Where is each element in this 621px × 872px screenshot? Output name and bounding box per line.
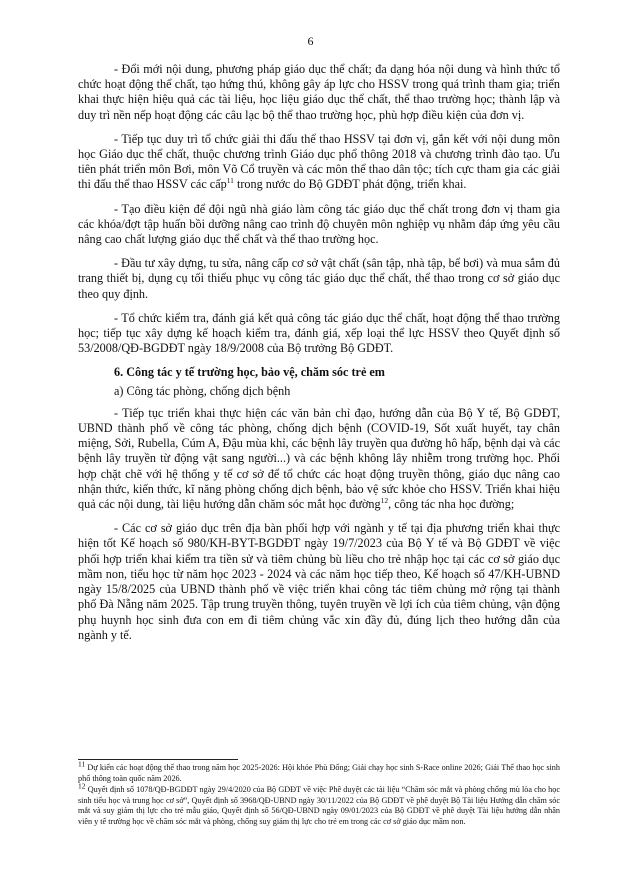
footnotes [78, 759, 560, 829]
footnote-ref-11[interactable]: 11 [226, 176, 234, 186]
paragraph-teacher-training: - Tạo điều kiện để đội ngũ nhà giáo làm công tác giáo dục thể chất trong đơn vị tham gia các khóa/đợt tập huấn bồi dưỡng nâng cao trình độ chuyên môn nghiệp vụ nhằm đáp ứng yêu cầu nâng cao chất lượng giáo dục thể chất và thể thao trường học. [78, 201, 560, 247]
subsection-heading: a) Công tác phòng, chống dịch bệnh [114, 383, 291, 398]
paragraph-text: , công tác nha học đường; [388, 497, 515, 512]
footnote-number: 11 [78, 759, 86, 769]
footnote-text: Dự kiến các hoạt động thể thao trong năm học 2025-2026: Hội khỏe Phù Đổng; Giải chạy học sinh S-Race online 2026; Giải Thể thao học sinh phổ thông toàn quốc năm 2026. [78, 763, 560, 783]
paragraph-sport-competitions [78, 132, 560, 193]
footnote-divider [78, 759, 238, 760]
paragraph-text: - Tiếp tục triển khai thực hiện các văn bản chỉ đạo, hướng dẫn của Bộ Y tế, Bộ GDĐT, UBND thành phố về công tác phòng, chống dịch bệnh (COVID-19, Sốt xuất huyết, tay chân miệng, Sởi, Rubella, Cúm A, Đậu mùa khỉ, các bệnh lây truyền qua đường hô hấp, bệnh dại và các bệnh lây truyền từ động vật sang người...) và các bệnh không lây nhiễm trong trường học. Phối hợp chặt chẽ với hệ thống y tế cơ sở để tổ chức các hoạt động truyền thông, giáo dục nâng cao nhận thức, kiến thức, kĩ năng phòng chống dịch bệnh, bảo vệ sức khỏe cho HSSV. Triển khai hiệu quả các nội dung, tài liệu hướng dẫn chăm sóc mắt học đường [78, 405, 560, 512]
footnote-number: 12 [78, 781, 86, 791]
paragraph-vaccination: - Các cơ sở giáo dục trên địa bàn phối hợp với ngành y tế tại địa phương triển khai thực hiện tốt Kế hoạch số 980/KH-BYT-BGDĐT ngày 19/7/2023 của Bộ Y tế và Bộ GDĐT về việc phối hợp triển khai kiểm tra tiền sử và tiêm chủng bù liều cho trẻ nhập học tại các cơ sở giáo dục mầm non, tiểu học từ năm học 2023 - 2024 và các năm học tiếp theo, Kế hoạch số 47/KH-UBND ngày 15/8/2025 của UBND thành phố về việc triển khai công tác tiêm chủng mở rộng tại thành phố Đà Nẵng năm 2025. Tập trung truyền thông, tuyên truyền về lợi ích của tiêm chủng, vận động phụ huynh học sinh đưa con em đi tiêm chủng vắc xin đầy đủ, đúng lịch theo hướng dẫn của ngành y tế. [78, 521, 560, 642]
footnote-ref-12[interactable]: 12 [380, 496, 389, 506]
section-heading: 6. Công tác y tế trường học, bảo vệ, chăm sóc trẻ em [114, 365, 385, 380]
paragraph-pe-innovation: - Đổi mới nội dung, phương pháp giáo dục thể chất; đa dạng hóa nội dung và hình thức tổ chức hoạt động thể chất, tạo hứng thú, không gây áp lực cho HSSV trong quá trình tham gia; triển khai thực hiện hiệu quả các tài liệu, học liệu giáo dục thể chất, thể thao trường học; thành lập và duy trì nền nếp hoạt động các câu lạc bộ thể thao trường học, phù hợp điều kiện của đơn vị. [78, 62, 560, 122]
paragraph-text: trong nước do Bộ GDĐT phát động, triển khai. [233, 177, 467, 192]
document-body [78, 62, 560, 652]
paragraph-facilities: - Đầu tư xây dựng, tu sửa, nâng cấp cơ sở vật chất (sân tập, nhà tập, bể bơi) và mua sắm đủ trang thiết bị, dụng cụ tối thiểu phục vụ công tác giáo dục thể chất, thể thao trong cơ sở giáo dục theo quy định. [78, 256, 560, 301]
page-number: 6 [307, 34, 314, 48]
paragraph-disease-prevention [78, 406, 560, 512]
paragraph-assessment: - Tổ chức kiểm tra, đánh giá kết quả công tác giáo dục thể chất, hoạt động thể thao trường học; tiếp tục xây dựng kế hoạch kiểm tra, đánh giá, xếp loại thể lực HSSV theo Quyết định số 53/2008/QĐ-BGDĐT ngày 18/9/2008 của Bộ trưởng Bộ GDĐT. [78, 310, 560, 356]
footnote-12 [78, 781, 560, 827]
paragraph-text: - Tiếp tục duy trì tổ chức giải thi đấu thể thao HSSV tại đơn vị, gắn kết với nội dung môn học Giáo dục thể chất, thuộc chương trình Giáo dục phổ thông 2018 và chương trình đào tạo. Ưu tiên phát triển môn Bơi, môn Võ Cổ truyền và các môn thể thao dân tộc; tích cực tham gia các giải thi đấu thể thao HSSV các cấp [78, 131, 560, 192]
footnote-11 [78, 759, 560, 784]
footnote-text: Quyết định số 1078/QĐ-BGDĐT ngày 29/4/2020 của Bộ GDĐT về việc Phê duyệt các tài liệu “Chăm sóc mắt và phòng chống mù lòa cho học sinh tiểu học và trung học cơ sở”, Quyết định số 3968/QĐ-UBND ngày 30/11/2022 của Bộ GDĐT về phê duyệt Bộ Tài liệu Hướng dẫn chăm sóc mắt và suy giảm thị lực cho trẻ mẫu giáo, Quyết định số 56/QĐ-UBND ngày 09/01/2023 của Bộ GDĐT về phê duyệt Tài liệu hướng dẫn nhân viên y tế trường học về chăm sóc mắt và phòng, chống suy giảm thị lực cho trẻ em trong các cơ sở giáo dục mầm non. [78, 785, 560, 826]
